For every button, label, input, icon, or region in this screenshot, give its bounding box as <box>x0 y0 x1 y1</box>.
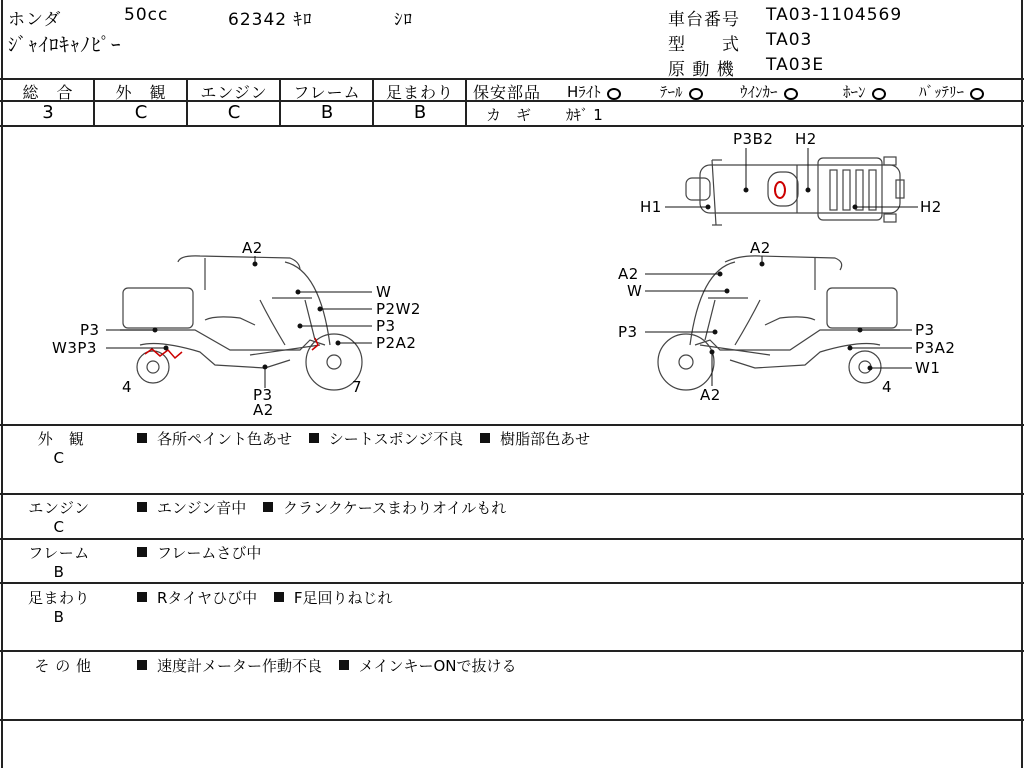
ok-circle-icon <box>970 88 984 100</box>
frame-number: TA03-1104569 <box>766 5 903 25</box>
safety-item-winker <box>740 81 798 102</box>
mark-label: A2 <box>618 265 639 283</box>
mark-label: P2W2 <box>376 300 421 318</box>
bullet-icon <box>137 502 147 512</box>
safety-item-tail <box>660 81 703 102</box>
bullet-icon <box>137 592 147 602</box>
safety-item-battery <box>919 81 984 102</box>
mark-label: W <box>376 283 392 301</box>
mark-label: W1 <box>915 359 941 377</box>
key-label: カ ギ <box>486 106 532 124</box>
note: F足回りねじれ <box>293 589 393 607</box>
section-grade-suspension: B <box>53 608 65 626</box>
mark-label: A2 <box>253 401 274 419</box>
divider <box>0 582 1024 584</box>
leader-lines <box>106 148 918 388</box>
mileage: 62342 ｷﾛ <box>228 10 313 30</box>
section-title-suspension: 足まわり <box>27 589 90 607</box>
grade-header-frame: フレーム <box>293 83 361 102</box>
bullet-icon <box>263 502 273 512</box>
mark-label: W <box>627 282 643 300</box>
mark-label: 7 <box>352 378 363 396</box>
section-notes-engine <box>137 497 506 518</box>
mark-label: P3 <box>376 317 396 335</box>
mark-label: H2 <box>795 130 817 148</box>
ok-circle-icon <box>607 88 621 100</box>
engine-value: TA03E <box>766 55 825 75</box>
frame-number-label: 車台番号 <box>668 10 740 30</box>
type-value: TA03 <box>766 30 813 50</box>
bullet-icon <box>274 592 284 602</box>
grade-frame: B <box>320 102 334 123</box>
section-notes-other <box>137 655 517 676</box>
note: メインキーONで抜ける <box>358 657 517 675</box>
bullet-icon <box>480 433 490 443</box>
maker: ホンダ <box>8 10 62 30</box>
note: シートスポンジ不良 <box>328 430 464 448</box>
safety-item-label: ｳｲﾝｶｰ <box>740 83 778 101</box>
note: エンジン音中 <box>157 499 247 517</box>
section-notes-frame <box>137 542 261 563</box>
grade-header-exterior: 外 観 <box>115 83 167 102</box>
bullet-icon <box>339 660 349 670</box>
damage-diagram <box>0 127 1020 423</box>
safety-item-label: ﾊﾞｯﾃﾘｰ <box>919 83 965 101</box>
note: Rタイヤひび中 <box>157 589 258 607</box>
ok-circle-icon <box>872 88 886 100</box>
key-value: ｶｷﾞ 1 <box>566 106 603 124</box>
grade-exterior: C <box>134 102 148 123</box>
safety-item-label: ﾎｰﾝ <box>843 83 866 101</box>
type-label: 型 式 <box>668 35 740 55</box>
color: ｼﾛ <box>394 10 413 30</box>
grade-suspension: B <box>413 102 427 123</box>
right-side-scooter <box>658 256 900 390</box>
grade-overall: 3 <box>42 102 54 123</box>
bullet-icon <box>137 433 147 443</box>
section-title-exterior: 外 観 <box>37 430 85 448</box>
note: 各所ペイント色あせ <box>157 430 293 448</box>
mark-label: P2A2 <box>376 334 417 352</box>
note: フレームさび中 <box>157 544 262 562</box>
mark-label: H2 <box>920 198 942 216</box>
model-name: ｼﾞｬｲﾛｷｬﾉﾋﾟｰ <box>8 34 122 56</box>
mark-label: A2 <box>750 239 771 257</box>
divider <box>0 424 1024 426</box>
safety-item-horn <box>843 81 886 102</box>
right-border <box>1021 0 1023 768</box>
top-view-scooter <box>686 157 904 225</box>
bullet-icon <box>137 547 147 557</box>
left-side-scooter <box>120 256 362 390</box>
mark-label: P3 <box>253 386 273 404</box>
grade-header-overall: 総 合 <box>22 83 74 102</box>
damage-mark <box>775 182 785 198</box>
mark-label: A2 <box>700 386 721 404</box>
grade-engine: C <box>227 102 241 123</box>
note: 樹脂部色あせ <box>500 430 591 448</box>
safety-item-headlight <box>567 81 621 102</box>
section-title-frame: フレーム <box>28 544 90 562</box>
section-grade-engine: C <box>53 518 65 536</box>
mark-label: W3P3 <box>52 339 97 357</box>
mark-label: A2 <box>242 239 263 257</box>
safety-item-label: Hﾗｲﾄ <box>567 83 601 101</box>
mark-label: P3B2 <box>733 130 774 148</box>
displacement: 50cc <box>124 5 169 25</box>
mark-label: 4 <box>122 378 133 396</box>
bullet-icon <box>309 433 319 443</box>
section-title-other: そ の 他 <box>34 657 92 675</box>
damage-mark <box>145 349 182 358</box>
mark-label: H1 <box>640 198 662 216</box>
note: 速度計メーター作動不良 <box>157 657 323 675</box>
note: クランクケースまわりオイルもれ <box>283 499 507 517</box>
ok-circle-icon <box>689 88 703 100</box>
safety-item-label: ﾃｰﾙ <box>660 83 683 101</box>
mark-label: P3A2 <box>915 339 956 357</box>
engine-label: 原 動 機 <box>668 60 735 80</box>
mark-label: 4 <box>882 378 893 396</box>
section-notes-suspension <box>137 587 393 608</box>
mark-label: P3 <box>618 323 638 341</box>
divider <box>0 719 1024 721</box>
section-grade-frame: B <box>53 563 65 581</box>
section-notes-exterior <box>137 428 590 449</box>
mark-label: P3 <box>80 321 100 339</box>
grade-header-engine: エンジン <box>200 83 268 102</box>
safety-label: 保安部品 <box>473 83 542 102</box>
divider <box>0 538 1024 540</box>
bullet-icon <box>137 660 147 670</box>
grade-header-suspension: 足まわり <box>385 83 454 102</box>
section-grade-exterior: C <box>53 449 65 467</box>
divider <box>0 650 1024 652</box>
mark-label: P3 <box>915 321 935 339</box>
section-title-engine: エンジン <box>28 499 90 517</box>
ok-circle-icon <box>784 88 798 100</box>
divider <box>0 493 1024 495</box>
